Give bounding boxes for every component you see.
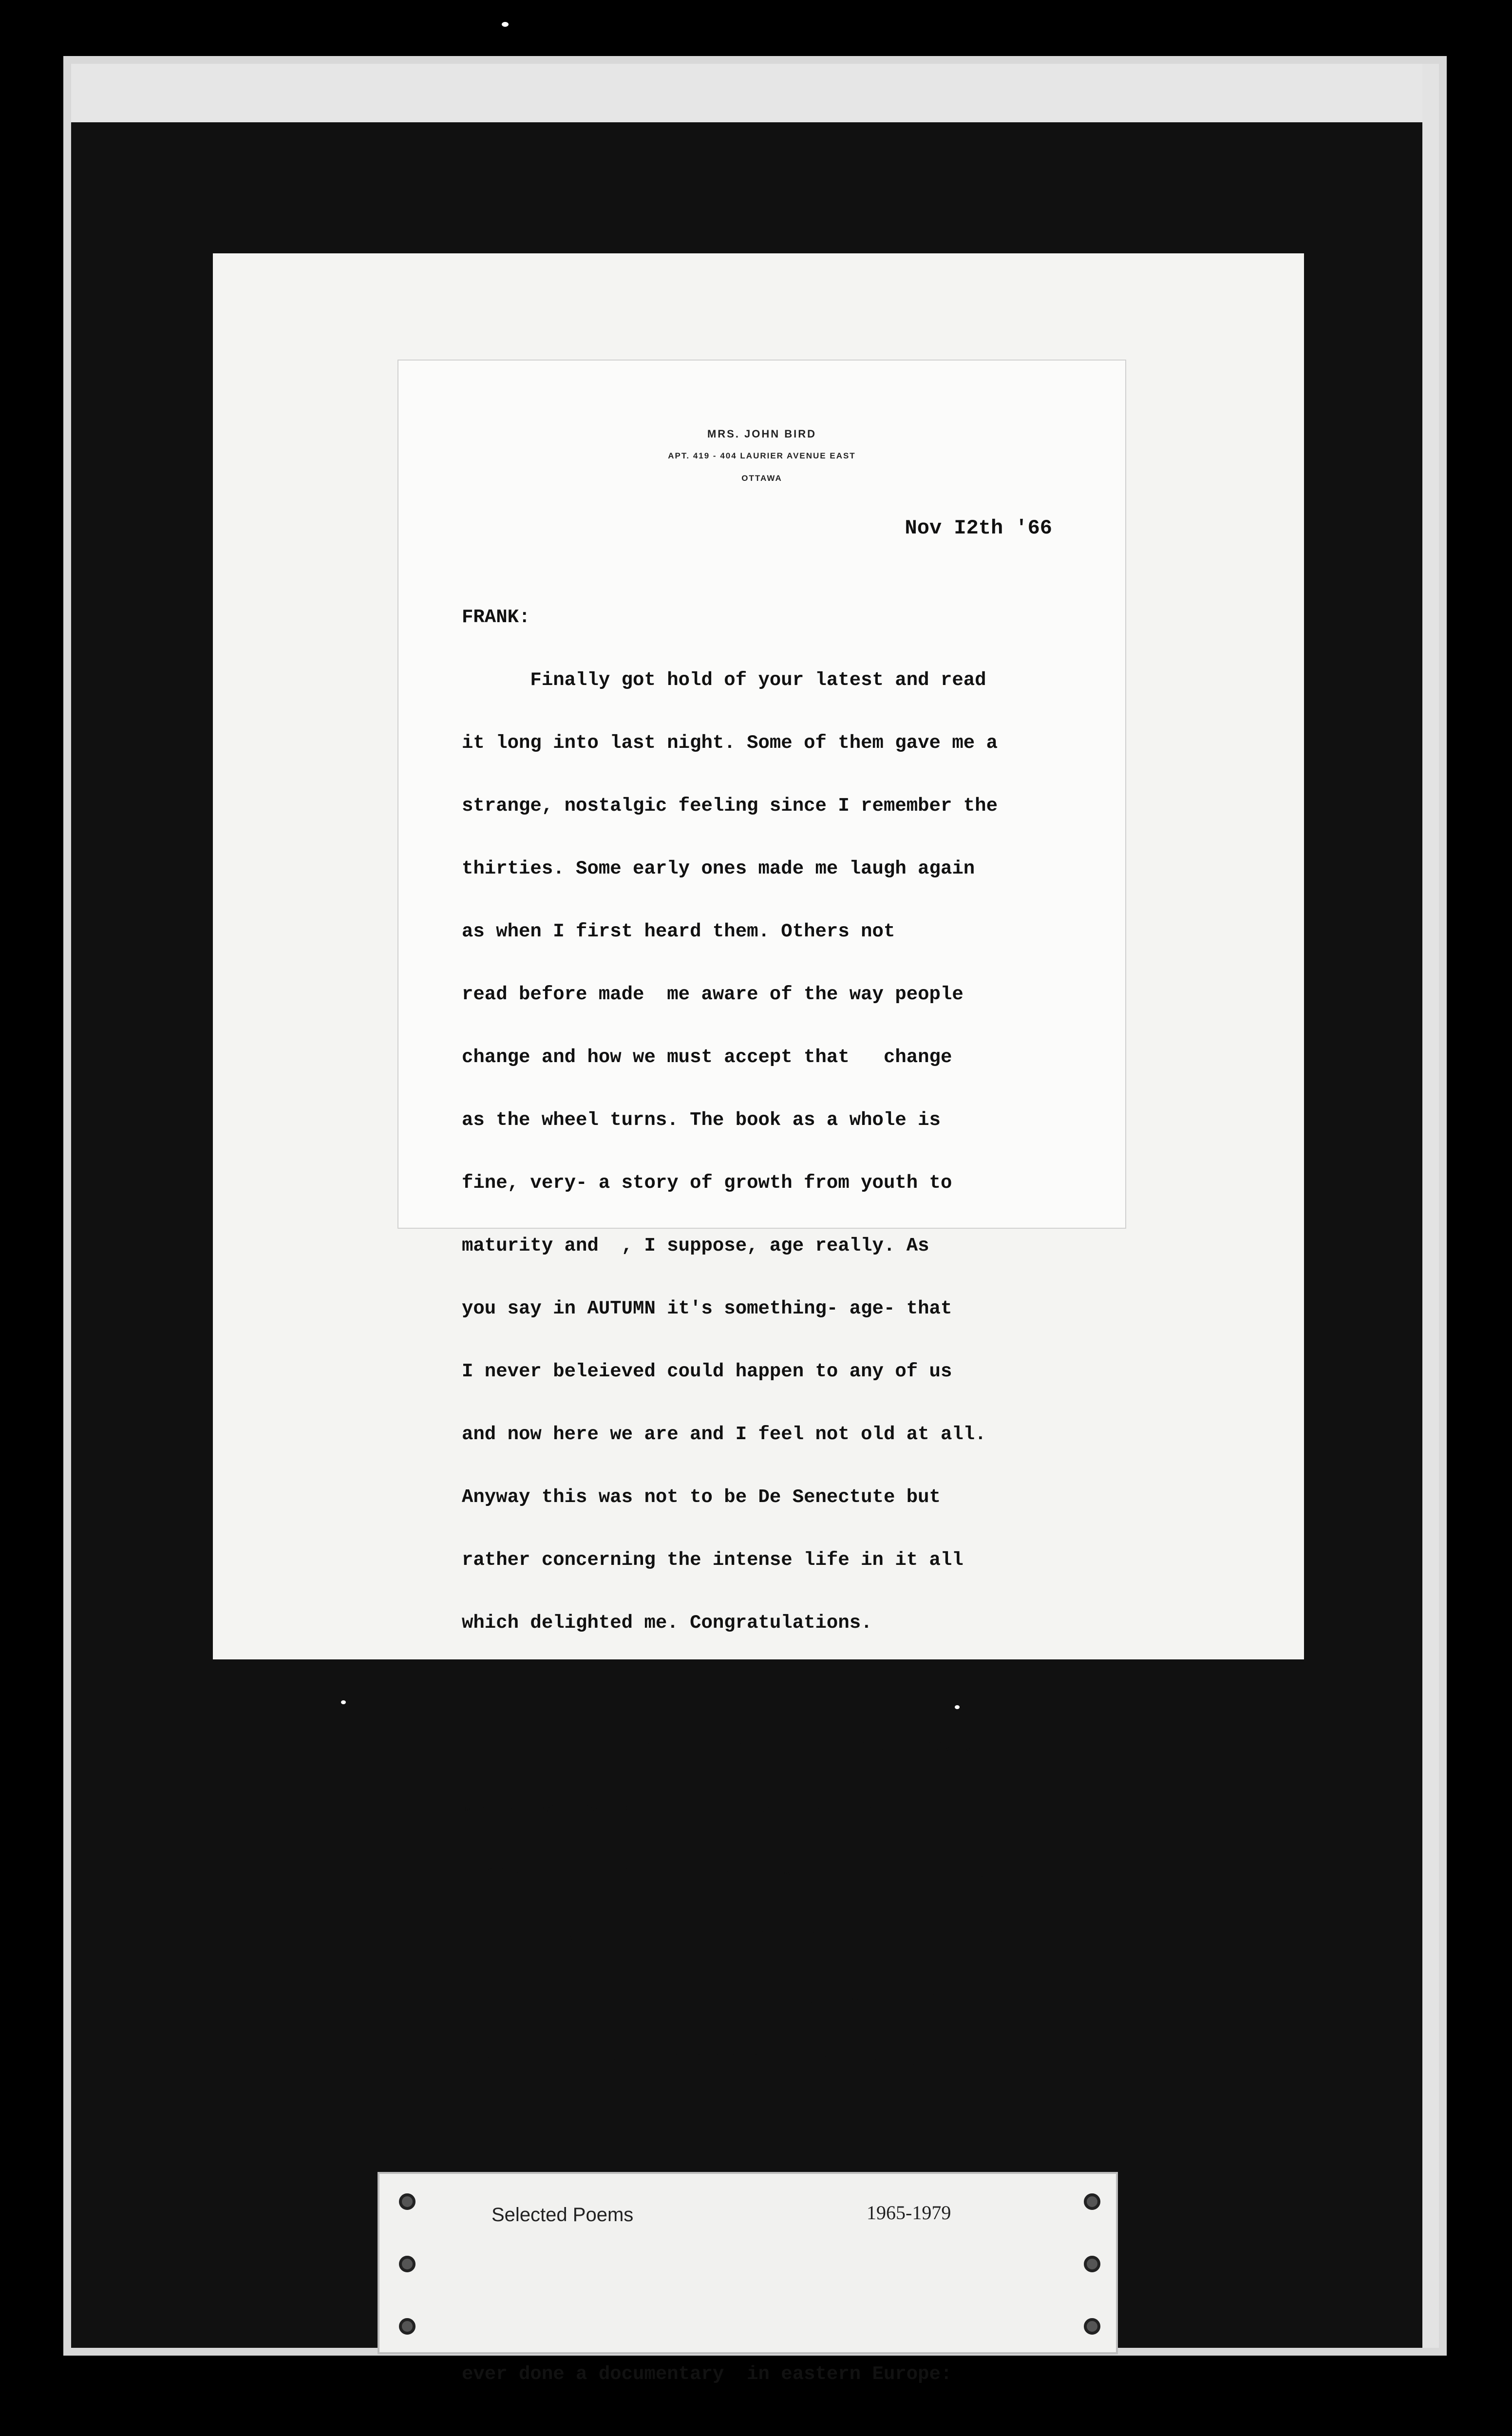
punch-hole-icon xyxy=(1084,2193,1100,2210)
letter-line: maturity and , I suppose, age really. As xyxy=(462,1235,929,1256)
punch-hole-icon xyxy=(399,2318,416,2335)
letter-line: Anyway this was not to be De Senectute but xyxy=(462,1486,941,1508)
letter-line: as the wheel turns. The book as a whole is xyxy=(462,1109,941,1131)
letter-line: you say in AUTUMN it's something- age- that xyxy=(462,1298,952,1319)
punch-hole-icon xyxy=(1084,2256,1100,2272)
film-speck xyxy=(955,1705,960,1709)
letterhead-name: MRS. JOHN BIRD xyxy=(707,428,817,440)
letter-line: Finally got hold of your latest and read xyxy=(462,669,986,691)
letter-line: inducing you to the Frogpond so near, so clear, xyxy=(462,1925,1009,1946)
letter-date: Nov I2th '66 xyxy=(905,516,1052,540)
letter-line: summer and regretted that we did not succeed xyxy=(462,1862,986,1884)
letter-line: as when I first heard them. Others not xyxy=(462,921,895,942)
punch-hole-icon xyxy=(399,2256,416,2272)
card-title: Selected Poems xyxy=(491,2204,634,2226)
punch-hole-icon xyxy=(1084,2318,1100,2335)
letter-line: thirties. Some early ones made me laugh again xyxy=(462,858,975,879)
letterhead-city: OTTAWA xyxy=(741,474,782,483)
letter-line: winter but I keep ######## thinking about it. xyxy=(462,2051,975,2072)
letter-line: I never beleieved could happen to any of us xyxy=(462,1361,952,1382)
letter-line: strange, nostalgic feeling since I remember the xyxy=(462,795,998,817)
letter-line: Please come and autograph it. Come manyway. xyxy=(462,1736,986,1758)
letter-line: so cool, so quiet. It is closed now for the xyxy=(462,1988,952,2009)
letter-line: it long into last night. Some of them gave me a xyxy=(462,732,998,754)
letter-body xyxy=(462,565,1124,2427)
letter-line: We enjoyed your too brief visitation last xyxy=(462,1799,929,1821)
letter-line: change and how we must accept that change xyxy=(462,1047,952,1068)
film-right-edge xyxy=(1422,64,1439,2348)
film-speck xyxy=(502,22,509,27)
punch-hole-icon xyxy=(399,2193,416,2210)
letter-line: FRANK: xyxy=(462,607,530,628)
letterhead-address: APT. 419 - 404 LAURIER AVENUE EAST xyxy=(668,451,856,460)
letter-line: ever done a documentary in eastern Europe: xyxy=(462,2363,952,2385)
index-card xyxy=(378,2172,1118,2354)
paragraph-gap xyxy=(462,2114,1124,2133)
letter-line: which delighted me. Congratulations. xyxy=(462,1612,872,1634)
card-years: 1965-1979 xyxy=(867,2202,951,2224)
letter-line: fine, very- a story of growth from youth to xyxy=(462,1172,952,1194)
letter-line: and now here we are and I feel not old at all. xyxy=(462,1424,986,1445)
film-speck xyxy=(341,1700,346,1704)
letter-line: read before made me aware of the way people xyxy=(462,984,964,1005)
film-top-strip xyxy=(71,64,1439,122)
letter-line: rather concerning the intense life in it all xyxy=(462,1549,964,1571)
paragraph-gap xyxy=(462,1675,1124,1695)
